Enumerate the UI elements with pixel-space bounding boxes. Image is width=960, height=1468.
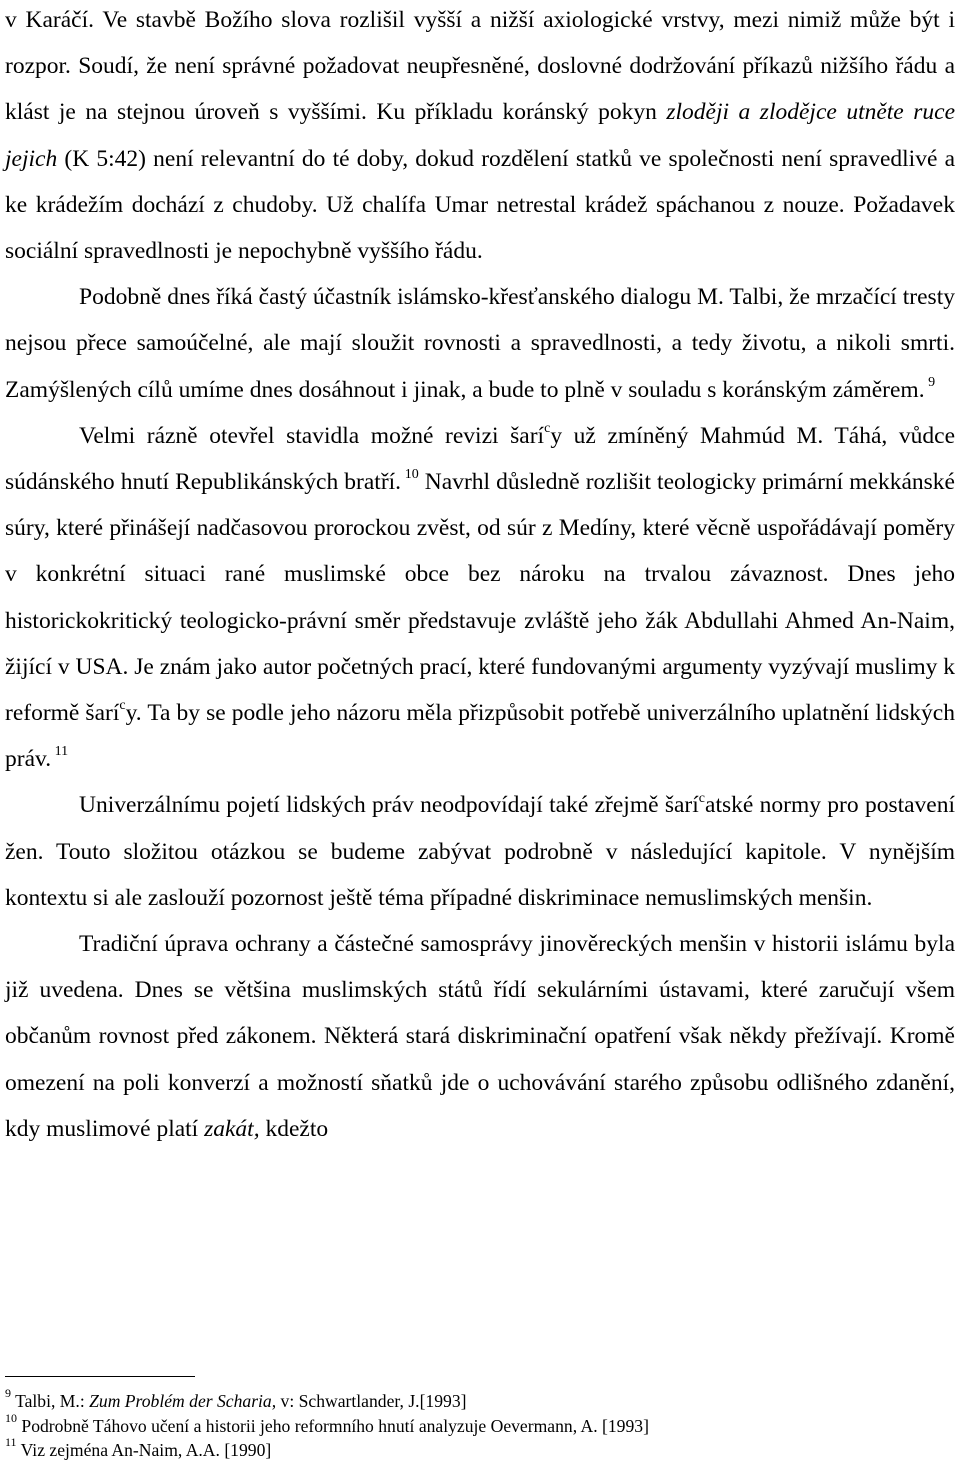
superscript-mark: c [119,698,126,714]
footnote [5,1410,955,1439]
text-run: Navrhl důsledně rozlišit teologicky primární mekkánské súry, které přinášejí nadčasovou prorockou zvěst, od súr z Medíny, které věcně uspořádávají poměry v konkrétní situaci rané muslimské obce bez nároku na trvalou závaznost. Dnes jeho historickokritický teologicko-právní směr představuje zvláště jeho žák Abdullahi Ahmed An-Naim, žijící v USA. Je znám jako autor početných prací, které fundovanými argumenty vyzývají muslimy k reformě šarí [5,469,955,727]
text-run: Talbi, M.: [15,1391,90,1411]
text-run: Podrobně Táhovo učení a historii jeho reformního hnutí analyzuje Oevermann, A. [1993] [21,1415,649,1436]
italic-text: Zum Problém der Scharia, [89,1391,277,1411]
text-run: (K 5:42) není relevantní do té doby, dokud rozdělení statků ve společnosti není spravedlivé a ke krádežím dochází z chudoby. Už chalífa Umar netrestal krádež spáchanou z nouze. Požadavek sociální spravedlnosti je nepochybně vyššího řádu. [5,145,955,265]
text-run: y. Ta by se podle jeho názoru měla přizpůsobit potřebě univerzálního uplatnění lidských práv. [5,700,955,773]
page [5,0,955,1152]
paragraph [5,0,955,274]
superscript-mark: 11 [51,744,69,760]
text-run: Univerzálnímu pojetí lidských práv neodpovídají také zřejmě šarí [79,792,699,819]
paragraph [5,413,955,783]
text-run: y už zmíněný Mahmúd M. Táhá, vůdce súdánského hnutí Republikánských bratří. [5,422,955,496]
paragraph [5,782,955,921]
superscript-mark: 9 [924,374,936,390]
footnote-separator [5,1376,195,1377]
text-run: Velmi rázně otevřel stavidla možné revizi šarí [79,422,545,449]
footnote-number: 10 [5,1410,17,1425]
text-run: v Karáčí. Ve stavbě Božího slova rozlišil vyšší a nižší axiologické vrstvy, mezi nimiž může být i rozpor. Soudí, že není správné požadovat neupřesněné, doslovné dodržování příkazů nižšího řádu a klást je na stejnou úroveň s vyššími. Ku příkladu koránský pokyn [5,7,955,126]
italic-text: zloději a zlodějce utněte ruce jejich [5,99,955,172]
paragraph [5,274,955,413]
text-run: Viz zejména An-Naim, A.A. [1990] [20,1440,272,1460]
text-run: Podobně dnes říká častý účastník islámsko-křesťanského dialogu M. Talbi, že mrzačící tresty nejsou přece samoúčelné, ale mají sloužit rovnosti a spravedlnosti, a tedy životu, a nikoli smrti. Zamýšlených cílů umíme dnes dosáhnout i jinak, a bude to plně v souladu s koránským záměrem. [5,284,955,403]
footnote-number: 11 [5,1435,17,1450]
footnote-number: 9 [5,1386,11,1401]
footnote [5,1386,955,1414]
text-run: kdežto [259,1115,329,1142]
body-text [5,0,955,1152]
text-run: Tradiční úprava ochrany a částečné samosprávy jinověreckých menšin v historii islámu byla již uvedena. Dnes se většina muslimských států řídí sekulárními ústavami, které zaručují všem občanům rovnost před zákonem. Některá stará diskriminační opatření však někdy přežívají. Kromě omezení na poli konverzí a možností sňatků jde o uchovávání starého způsobu odlišného zdanění, kdy muslimové platí [5,931,955,1142]
superscript-mark: c [544,421,551,436]
paragraph [5,921,955,1152]
italic-text: zakát, [204,1115,260,1142]
superscript-mark: c [698,790,706,806]
text-run: atské normy pro postavení žen. Touto složitou otázkou se budeme zabývat podrobně v následující kapitole. V nynějším kontextu si ale zaslouží pozornost ještě téma případné diskriminace nemuslimských menšin. [5,792,956,911]
footnotes [5,1386,955,1463]
footnote [5,1435,955,1463]
text-run: v: Schwartlander, J.[1993] [276,1391,467,1411]
superscript-mark: 10 [401,467,419,483]
